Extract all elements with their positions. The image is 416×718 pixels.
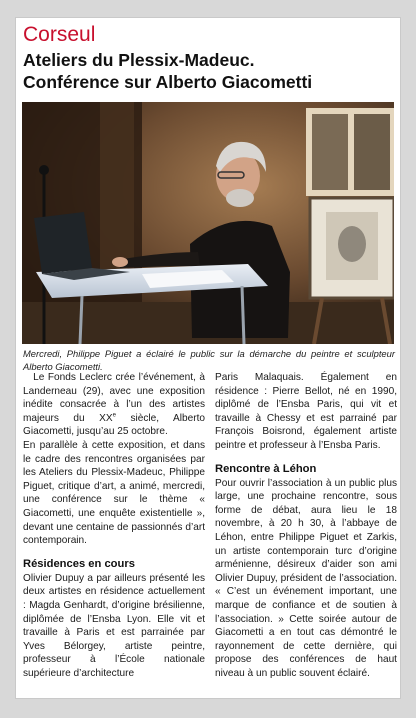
subheading-lehon: Rencontre à Léhon [215, 462, 317, 475]
laptop-screen [34, 212, 92, 274]
door-panel [100, 102, 134, 277]
microphone-icon [39, 165, 49, 175]
window-pane-left [312, 114, 348, 190]
portrait-face [338, 226, 366, 262]
article-paragraph-intro [23, 371, 205, 439]
article-column-left [23, 371, 205, 680]
century-superscript: e [112, 412, 116, 419]
speaker-hand [112, 257, 128, 267]
speaker-beard [226, 189, 254, 207]
photo-caption: Mercredi, Philippe Piguet a éclairé le public sur la démarche du peintre et sculpteur Alberto Giacometti. [23, 348, 395, 372]
article-card [16, 18, 400, 698]
article-column-right [215, 371, 397, 680]
article-headline [23, 49, 395, 93]
window-pane-right [354, 114, 390, 190]
article-paragraph-3: Olivier Dupuy a par ailleurs présenté les deux artistes en résidence actuellement : Magda Genhardt, d’origine brésilienne, diplômée de l’Ensba Lyon. Elle vit et travaille à Paris et est parrainée par Yves Bélorgey, artiste peintre, professeur à l’École nationale supérieure d’architecture [23, 572, 205, 679]
article-paragraph-4: Pour ouvrir l’association à un public plus large, une prochaine rencontre, sous forme de débat, aura lieu le 18 novembre, à 20 h 30, à l’abbaye de Léhon, entre Philippe Piguet et Zarkis, un artiste contemporain turc d’origine arménienne, désireux d’aider son ami Olivier Dupuy, président de l’association. « C’est un événement important, une marque de confiance et de soutien à l’association. » Cette soirée autour de Giacometti a en tout cas démontré le rayonnement de cette dernière, qui propose des conférences de haut niveau à un public souvent éclairé. [215, 477, 397, 679]
article-paragraph-2: En parallèle à cette exposition, et dans le cadre des rencontres organisées par les Ateliers du Plessix-Madeuc, Philippe Piguet, critique d’art, a animé, mercredi, une conférence sur le thème « Giacometti, une enquête existentielle », devant une centaine de passionnés d’art contemporain. [23, 439, 205, 547]
intro-text-b: siècle, Alberto Giacometti, jusqu’au 25 octobre. [23, 412, 205, 438]
table-leg-right [242, 286, 244, 344]
intro-text-a: Le Fonds Leclerc crée l’événement, à Landerneau (29), avec une exposition inédite consacrée à l’un des artistes majeurs du XX [23, 372, 205, 424]
subheading-residences: Résidences en cours [23, 557, 135, 570]
town-heading: Corseul [23, 23, 96, 46]
article-paragraph-3-continued: Paris Malaquais. Également en résidence : Pierre Bellot, né en 1990, diplômé de l’Ensba Paris, qui vit et travaille à Chessy et est parrainé par François Boisrond, également artiste peintre et professeur à l’Ensba Paris. [215, 372, 397, 451]
table-leg-left [80, 296, 82, 344]
article-photo [22, 102, 394, 344]
headline-line-1: Ateliers du Plessix-Madeuc. [23, 50, 255, 70]
headline-line-2: Conférence sur Alberto Giacometti [23, 72, 313, 92]
